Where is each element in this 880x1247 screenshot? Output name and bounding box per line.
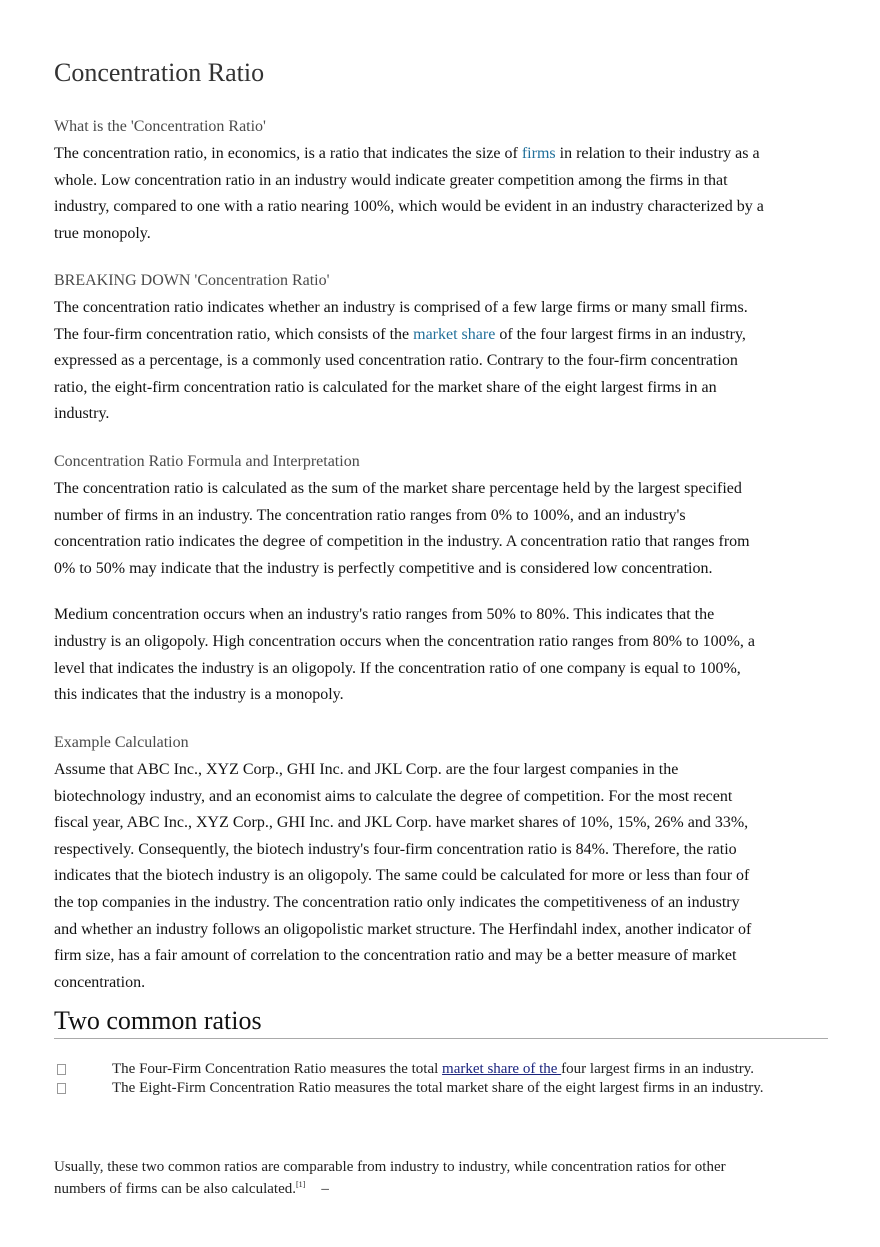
section-paragraph-what-is	[54, 141, 766, 247]
section-formula	[54, 453, 766, 709]
text-run: four largest firms in an industry.	[561, 1061, 755, 1077]
text-run: The concentration ratio indicates whether an industry is comprised of a few large firms or many small firms. The four-firm concentration ratio, which consists of the	[54, 299, 748, 343]
section-heading-two-common-ratios: Two common ratios	[54, 1006, 828, 1039]
section-paragraph-example: Assume that ABC Inc., XYZ Corp., GHI Inc. and JKL Corp. are the four largest companies in the biotechnology industry, and an economist aims to calculate the degree of competition. For the most recent fiscal year, ABC Inc., XYZ Corp., GHI Inc. and JKL Corp. have market shares of 10%, 15%, 26% and 33%, respectively. Consequently, the biotech industry's four-firm concentration ratio is 84%. Therefore, the ratio indicates that the biotech industry is an oligopoly. The same could be calculated for more or less than four of the top companies in the industry. The concentration ratio only indicates the competitiveness of an industry and whether an industry follows an oligopolistic market structure. The Herfindahl index, another indicator of firm size, has a fair amount of correlation to the concentration ratio and may be a better measure of market concentration.	[54, 761, 752, 991]
list-item	[54, 1060, 828, 1079]
market-share-link[interactable]: market share	[413, 325, 496, 343]
text-run: of the four largest firms in an industry, expressed as a percentage, is a commonly used concentration ratio. Contrary to the four-firm concentration ratio, the eight-firm concentration ratio is calculated for the market share of the eight largest firms in an industry.	[54, 325, 746, 423]
dash-mark: –	[321, 1181, 329, 1197]
section-heading-what-is: What is the 'Concentration Ratio'	[54, 118, 266, 135]
section-paragraph-formula-1: The concentration ratio is calculated as the sum of the market share percentage held by the largest specified number of firms in an industry. The concentration ratio ranges from 0% to 100%, and an industry's concentration ratio indicates the degree of competition in the industry. A concentration ratio that ranges from 0% to 50% may indicate that the industry is perfectly competitive and is considered low concentration.	[54, 480, 750, 577]
bullet-box-icon	[57, 1064, 66, 1075]
section-heading-breaking-down: BREAKING DOWN 'Concentration Ratio'	[54, 272, 330, 289]
section-heading-example: Example Calculation	[54, 734, 189, 751]
text-run: The concentration ratio, in economics, is a ratio that indicates the size of	[54, 145, 522, 162]
section-breaking-down	[54, 272, 766, 428]
section-example	[54, 734, 766, 996]
list-item-text: The Eight-Firm Concentration Ratio measures the total market share of the eight largest firms in an industry.	[112, 1080, 764, 1096]
page-title: Concentration Ratio	[54, 58, 265, 87]
section-paragraph-formula-2: Medium concentration occurs when an industry's ratio ranges from 50% to 80%. This indicates that the industry is an oligopoly. High concentration occurs when the concentration ratio ranges from 80% to 100%, a level that indicates the industry is an oligopoly. If the concentration ratio of one company is equal to 100%, this indicates that the industry is a monopoly.	[54, 606, 755, 704]
ratio-list	[54, 1060, 828, 1098]
text-run: in relation to their industry as a whole. Low concentration ratio in an industry would indicate greater competition among the firms in that industry, compared to one with a ratio nearing 100%, which would be evident in an industry characterized by a true monopoly.	[54, 145, 764, 242]
firms-link[interactable]: firms	[521, 145, 556, 162]
section-paragraph-breaking-down	[54, 295, 766, 428]
market-share-of-the-link[interactable]: market share of the	[442, 1061, 562, 1077]
reference-marker[interactable]: [1]	[296, 1180, 306, 1189]
closing-note	[54, 1158, 774, 1198]
section-heading-formula: Concentration Ratio Formula and Interpretation	[54, 453, 360, 470]
section-what-is	[54, 118, 766, 247]
bullet-box-icon	[57, 1083, 66, 1094]
list-item-text	[82, 1060, 828, 1079]
text-run: Usually, these two common ratios are comparable from industry to industry, while concentration ratios for other numbers of firms can be also calculated.	[54, 1159, 726, 1197]
text-run: The Four-Firm Concentration Ratio measures the total	[112, 1061, 443, 1077]
list-item	[54, 1079, 828, 1098]
